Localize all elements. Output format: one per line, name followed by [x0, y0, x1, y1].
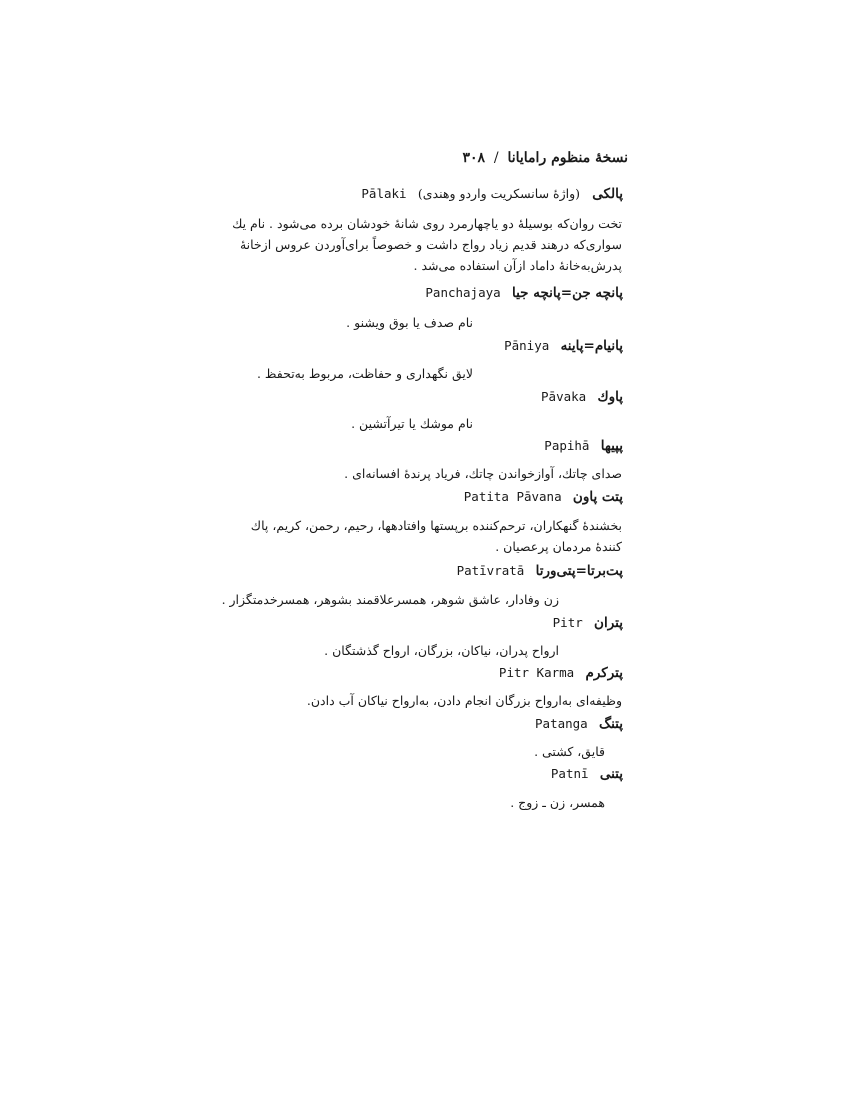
entry-definition-pativrata: [222, 589, 559, 610]
page-number: ۳۰۸: [462, 150, 485, 166]
entry-definition-patita-pavana: [251, 515, 622, 557]
term-persian: پانچه جن=پانچه جیا: [511, 285, 623, 301]
definition-line: نام صدف یا بوق ویشنو .: [346, 315, 473, 330]
entry-definition-pitr-karma: [307, 690, 622, 711]
term-latin: Pālaki: [361, 186, 407, 201]
entry-term-patita-pavana: [464, 489, 623, 505]
term-persian: پانیام=پاینه: [560, 338, 623, 354]
term-persian: پپیها: [600, 438, 623, 454]
entry-term-paniya: [504, 338, 623, 354]
term-persian: پالکی: [592, 186, 623, 202]
term-persian: پاوك: [597, 389, 623, 405]
running-header: [462, 150, 628, 166]
definition-line: تخت روان‌که بوسیلهٔ دو یاچهارمرد روی شانهٔ خودشان برده می‌شود . نام یك: [232, 216, 622, 231]
term-persian: پتنگ: [599, 716, 623, 732]
entry-term-patanga: [535, 716, 623, 732]
definition-line: ارواح پدران، نیاکان، بزرگان، ارواح گذشتگان .: [324, 643, 559, 658]
entry-term-patni: [551, 766, 623, 782]
term-persian: پترکرم: [585, 665, 623, 681]
term-latin: Papihā: [544, 438, 590, 453]
entry-definition-papiha: [344, 463, 622, 484]
entry-term-pativrata: [457, 563, 623, 579]
definition-line: کنندهٔ مردمان پرعصیان .: [495, 539, 622, 554]
entry-term-papiha: [544, 438, 623, 454]
definition-line: وظیفه‌ای به‌ارواح بزرگان انجام دادن، به‌ارواح نیاکان آب دادن.: [306, 693, 622, 708]
entry-definition-pitr: [324, 640, 559, 661]
definition-line: زن وفادار، عاشق شوهر، همسرعلاقمند بشوهر، همسرخدمتگزار .: [221, 592, 559, 607]
definition-line: قایق، کشتی .: [534, 744, 605, 759]
entry-definition-palaki: [232, 213, 622, 276]
book-title: نسخهٔ منظوم رامایانا: [507, 150, 628, 166]
term-latin: Pāniya: [504, 338, 550, 353]
term-note: (واژهٔ سانسکریت واردو وهندی): [417, 186, 580, 201]
definition-line: بخشندهٔ گنهکاران، ترحم‌کننده برپستها وافتادهها، رحیم، رحمن، کریم، پاك: [250, 518, 622, 533]
term-latin: Patanga: [535, 716, 588, 731]
term-latin: Pāvaka: [541, 389, 587, 404]
header-separator: /: [493, 150, 499, 166]
definition-line: لایق نگهداری و حفاظت، مربوط به‌تحفظ .: [256, 366, 473, 381]
entry-definition-paniya: [257, 363, 473, 384]
entry-term-palaki: [361, 186, 623, 202]
entry-term-pitr: [553, 615, 623, 631]
term-latin: Patnī: [550, 766, 589, 781]
definition-line: پدرش‌به‌خانهٔ داماد ازآن استفاده می‌شد .: [413, 258, 622, 273]
definition-line: همسر، زن ـ زوج .: [510, 795, 605, 810]
term-persian: پتت پاون: [572, 489, 623, 505]
entry-term-pitr-karma: [499, 665, 623, 681]
term-latin: Pitr: [552, 615, 583, 630]
entry-term-panchajaya: [425, 285, 623, 301]
term-latin: Pitr Karma: [498, 665, 575, 680]
term-persian: پت‌برتا=پتی‌ورتا: [535, 563, 623, 579]
entry-definition-patni: [510, 792, 605, 813]
entry-definition-panchajaya: [346, 312, 473, 333]
definition-line: سواری‌که درهند قدیم زیاد رواج داشت و خصوصاً برای‌آوردن عروس ازخانهٔ: [239, 237, 622, 252]
entry-definition-patanga: [534, 741, 605, 762]
term-persian: پتران: [594, 615, 623, 631]
definition-line: نام موشك یا تیرآتشین .: [351, 416, 473, 431]
term-persian: پتنی: [599, 766, 623, 782]
entry-term-pavaka: [541, 389, 623, 405]
entry-definition-pavaka: [351, 413, 473, 434]
term-latin: Panchajaya: [425, 285, 501, 300]
term-latin: Patīvratā: [456, 563, 525, 578]
definition-line: صدای چاتك، آوازخواندن چاتك، فریاد پرندهٔ افسانه‌ای .: [344, 466, 622, 481]
term-latin: Patita Pāvana: [463, 489, 562, 504]
